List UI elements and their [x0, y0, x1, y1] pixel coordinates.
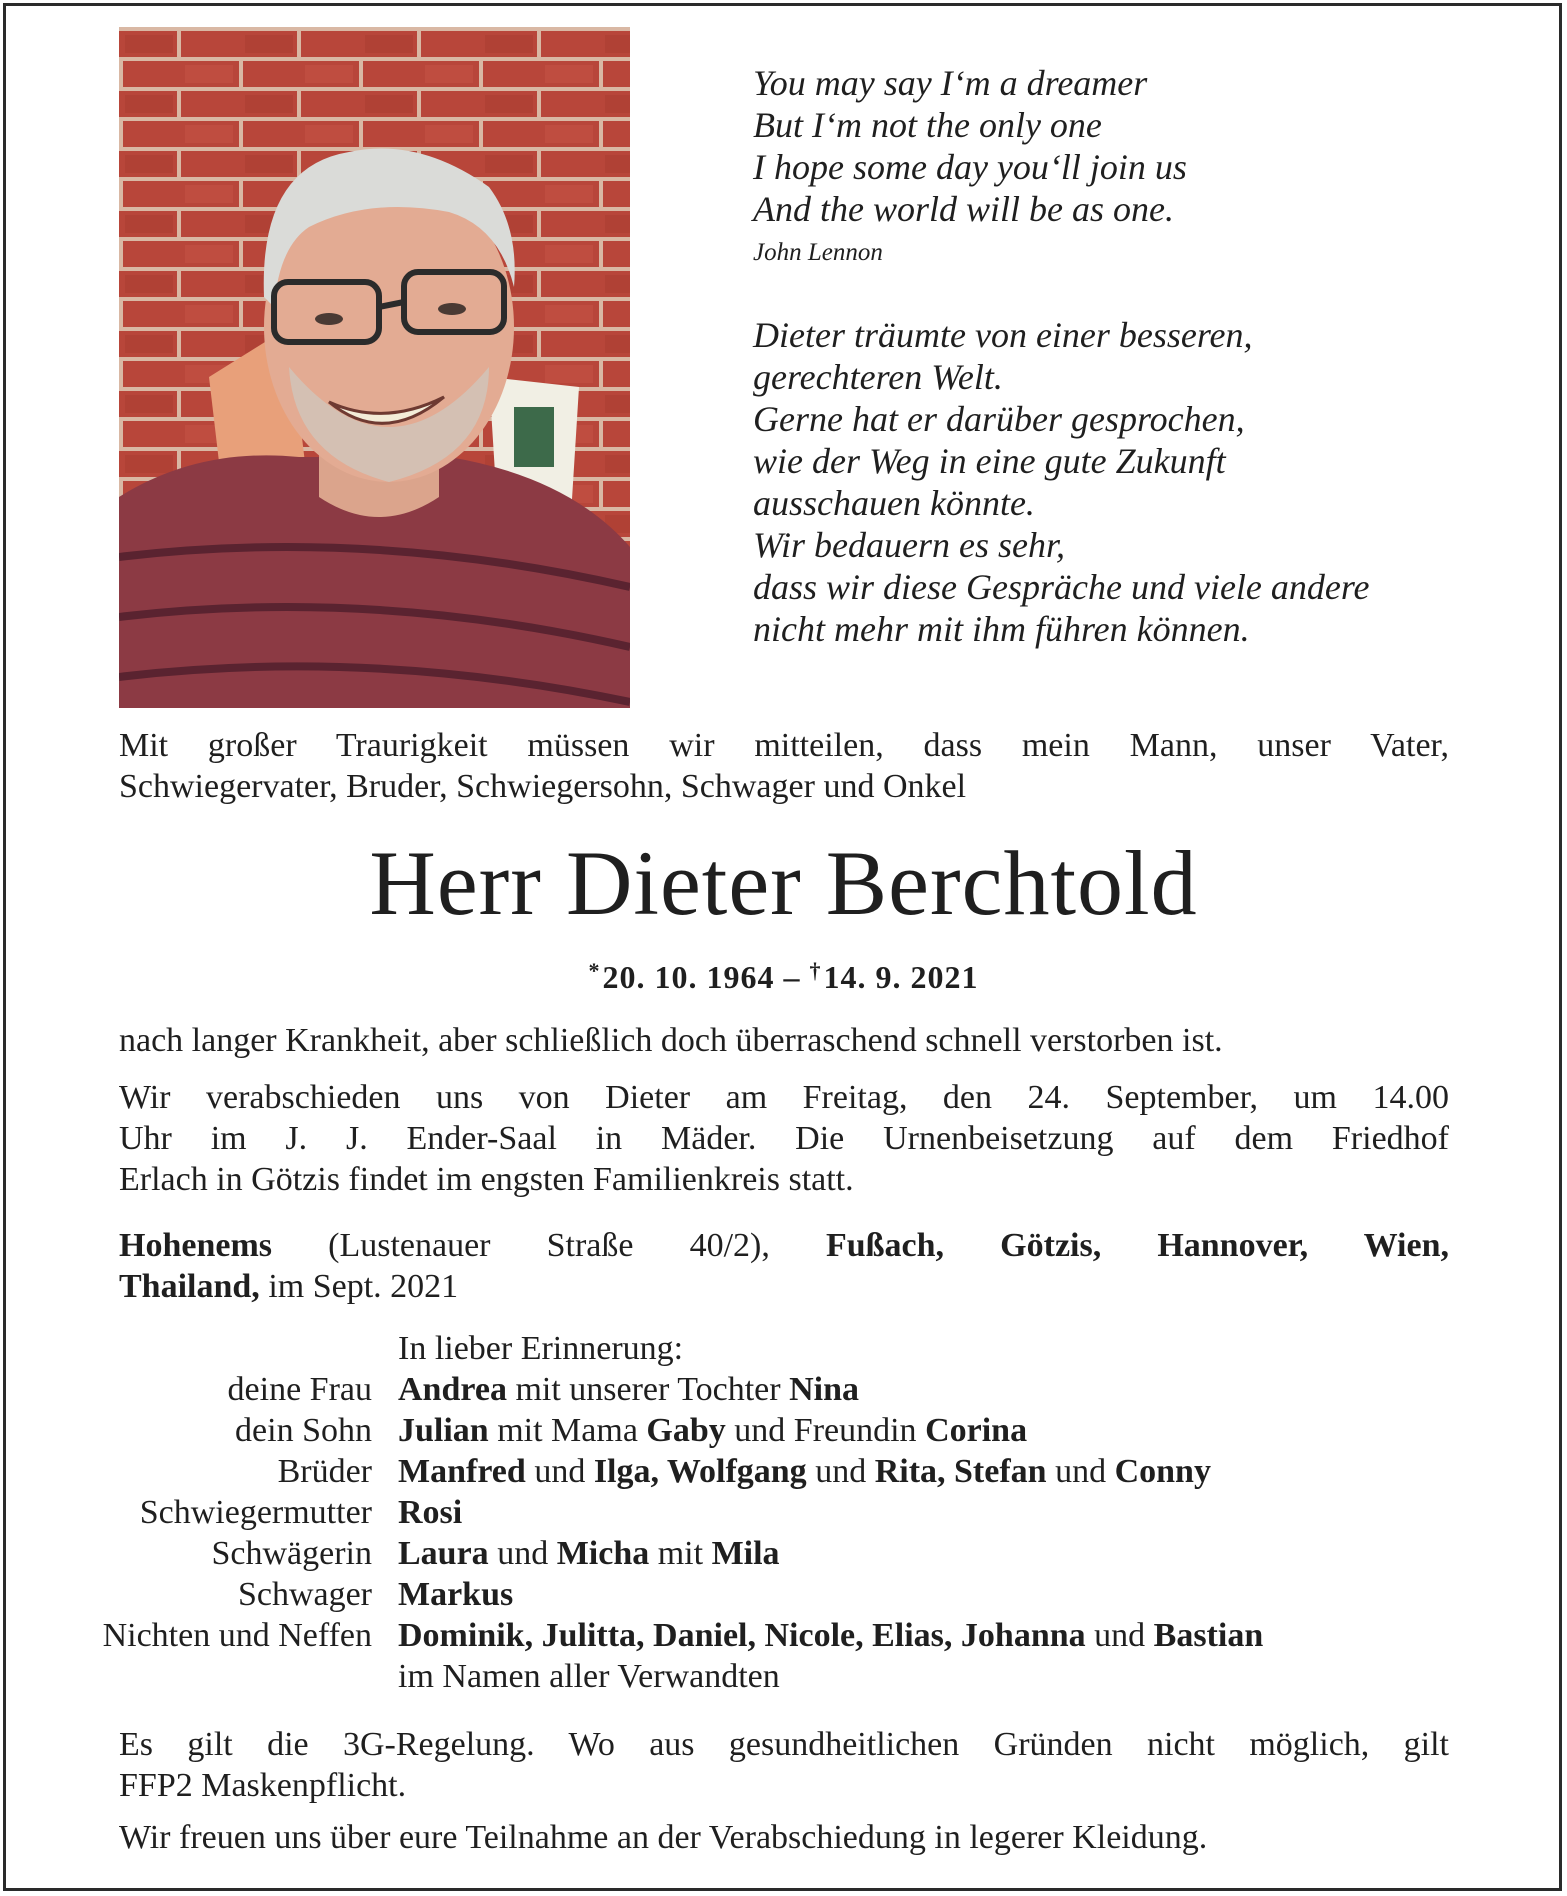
mourner-connector: und Freundin	[725, 1412, 926, 1449]
quote-line: You may say I‘m a dreamer	[753, 63, 1148, 103]
intro-paragraph	[119, 725, 1449, 807]
farewell-line: Uhr im J. J. Ender-Saal in Mäder. Die Urnenbeisetzung auf dem Friedhof	[119, 1120, 1449, 1157]
farewell-paragraph	[119, 1077, 1449, 1200]
mourner-names	[398, 1615, 1550, 1656]
mourner-connector: und	[806, 1453, 875, 1490]
tribute-line: Dieter träumte von einer besseren,	[753, 315, 1253, 355]
mourner-connector: und	[1085, 1617, 1154, 1654]
mourner-connector: mit Mama	[488, 1412, 647, 1449]
mourner-row	[20, 1410, 1550, 1451]
tribute-line: Wir bedauern es sehr,	[753, 525, 1065, 565]
tribute-line: ausschauen könnte.	[753, 483, 1035, 523]
mourner-role: Brüder	[277, 1453, 372, 1490]
mourner-name: Corina	[925, 1412, 1028, 1449]
mourner-name: Rosi	[398, 1494, 463, 1531]
location-towns: Fußach, Götzis, Hannover, Wien,	[825, 1227, 1449, 1264]
notice-paragraph	[119, 1724, 1449, 1806]
mourner-name: Micha	[556, 1535, 650, 1572]
mourner-name: Rita, Stefan	[874, 1453, 1047, 1490]
quote-line: I hope some day you‘ll join us	[753, 147, 1187, 187]
mourner-name: Julian	[398, 1412, 489, 1449]
mourner-connector: und	[1046, 1453, 1115, 1490]
birth-date: 20. 10. 1964	[602, 959, 775, 995]
location-town: Hohenems	[119, 1227, 272, 1264]
mourner-name: Conny	[1114, 1453, 1211, 1490]
mourner-role: dein Sohn	[235, 1412, 372, 1449]
tribute-line: nicht mehr mit ihm führen können.	[753, 609, 1250, 649]
quote-author: John Lennon	[753, 239, 883, 266]
notice-line: FFP2 Maskenpflicht.	[119, 1767, 407, 1804]
mourner-row	[20, 1533, 1550, 1574]
portrait-photo	[119, 27, 630, 708]
quote-line: But I‘m not the only one	[753, 105, 1102, 145]
mourners-list	[20, 1328, 1550, 1697]
location-town: Thailand,	[119, 1268, 260, 1305]
mourner-name: Ilga, Wolfgang	[593, 1453, 807, 1490]
quote-line: And the world will be as one.	[753, 189, 1174, 229]
mourner-connector: und	[525, 1453, 594, 1490]
mourner-names	[398, 1492, 1550, 1533]
location-date: im Sept. 2021	[259, 1268, 459, 1305]
death-date: 14. 9. 2021	[823, 959, 979, 995]
mourner-connector: und	[488, 1535, 557, 1572]
mourner-names	[398, 1369, 1550, 1410]
mourner-row	[20, 1451, 1550, 1492]
mourner-names	[398, 1451, 1550, 1492]
mourner-name: Andrea	[398, 1371, 507, 1408]
farewell-line: Erlach in Götzis findet im engsten Familienkreis statt.	[119, 1161, 854, 1198]
intro-line: Schwiegervater, Bruder, Schwiegersohn, Schwager und Onkel	[119, 768, 967, 805]
mourner-names	[398, 1574, 1550, 1615]
mourner-role: Schwager	[237, 1576, 372, 1613]
death-note: nach langer Krankheit, aber schließlich doch überraschend schnell verstorben ist.	[119, 1022, 1223, 1059]
mourner-name: Markus	[398, 1576, 514, 1613]
mourner-names	[398, 1410, 1550, 1451]
birth-symbol: *	[588, 958, 601, 983]
tribute-text	[753, 314, 1513, 650]
mourner-name: Bastian	[1153, 1617, 1264, 1654]
mourner-name: Mila	[711, 1535, 780, 1572]
mourner-row	[20, 1615, 1550, 1656]
mourner-row	[20, 1492, 1550, 1533]
mourner-name: Laura	[398, 1535, 489, 1572]
date-separator: –	[783, 959, 801, 995]
mourner-role: Schwiegermutter	[139, 1494, 372, 1531]
lennon-quote	[753, 62, 1513, 230]
mourner-name: Gaby	[646, 1412, 726, 1449]
poem-block	[753, 62, 1513, 650]
tribute-line: wie der Weg in eine gute Zukunft	[753, 441, 1226, 481]
mourners-footer: im Namen aller Verwandten	[398, 1658, 780, 1695]
portrait-photo-icon	[119, 27, 630, 708]
mourner-row	[20, 1369, 1550, 1410]
notice-line: Es gilt die 3G-Regelung. Wo aus gesundheitlichen Gründen nicht möglich, gilt	[119, 1726, 1449, 1763]
farewell-line: Wir verabschieden uns von Dieter am Freitag, den 24. September, um 14.00	[119, 1079, 1449, 1116]
deceased-name: Herr Dieter Berchtold	[369, 832, 1198, 934]
mourner-connector: mit	[649, 1535, 712, 1572]
location-address: (Lustenauer Straße 40/2),	[272, 1227, 826, 1264]
closing-line: Wir freuen uns über eure Teilnahme an der Verabschiedung in legerer Kleidung.	[119, 1819, 1208, 1856]
mourner-name: Manfred	[398, 1453, 526, 1490]
life-dates	[0, 958, 1567, 996]
mourner-name: Dominik, Julitta, Daniel, Nicole, Elias, Johanna	[398, 1617, 1086, 1654]
mourner-connector: mit unserer Tochter	[506, 1371, 790, 1408]
tribute-line: gerechteren Welt.	[753, 357, 1003, 397]
mourners-header: In lieber Erinnerung:	[398, 1330, 684, 1367]
location-paragraph	[119, 1225, 1449, 1307]
tribute-line: Gerne hat er darüber gesprochen,	[753, 399, 1245, 439]
mourner-row	[20, 1574, 1550, 1615]
mourner-role: deine Frau	[227, 1371, 372, 1408]
death-symbol: †	[809, 958, 822, 983]
tribute-line: dass wir diese Gespräche und viele andere	[753, 567, 1370, 607]
mourner-name: Nina	[789, 1371, 860, 1408]
mourner-role: Nichten und Neffen	[102, 1617, 372, 1654]
mourner-role: Schwägerin	[211, 1535, 372, 1572]
intro-line: Mit großer Traurigkeit müssen wir mitteilen, dass mein Mann, unser Vater,	[119, 727, 1449, 764]
mourner-names	[398, 1533, 1550, 1574]
